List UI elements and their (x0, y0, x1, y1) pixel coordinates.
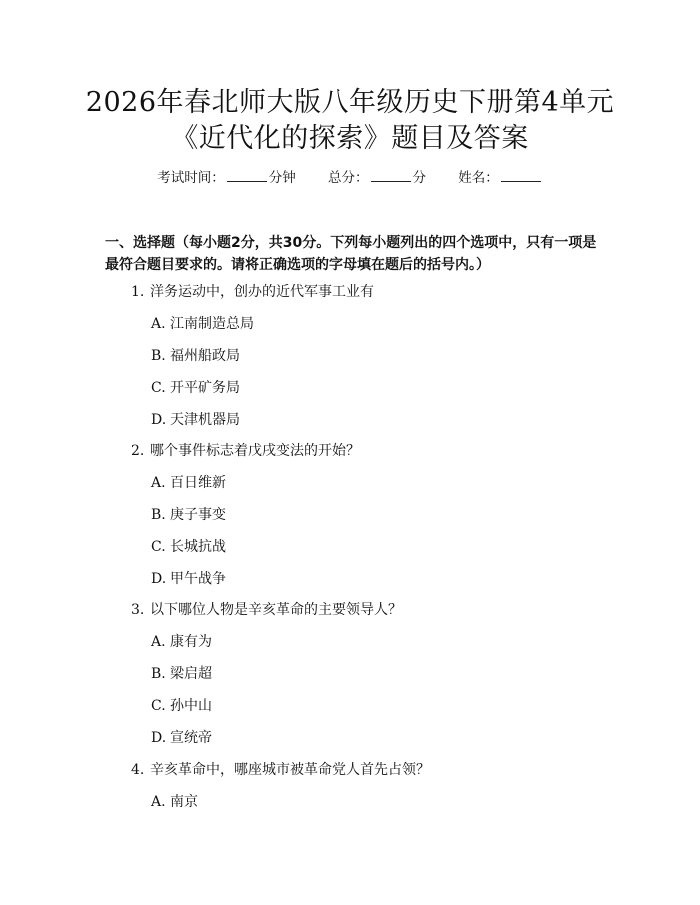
option-letter: A. (151, 475, 166, 491)
option-letter: B. (151, 348, 166, 364)
section-heading-line2: 最符合题目要求的。请将正确选项的字母填在题后的括号内。） (105, 257, 490, 273)
option-text: 江南制造总局 (170, 316, 254, 332)
question-2 (131, 441, 360, 461)
question-text: 哪个事件标志着戊戌变法的开始？ (150, 443, 360, 459)
document-title-line2: 《近代化的探索》题目及答案 (171, 123, 529, 154)
exam-time-unit: 分钟 (268, 170, 296, 186)
question-number: 2. (131, 443, 145, 459)
option-text: 长城抗战 (170, 539, 226, 555)
document-title-line1: 2026年春北师大版八年级历史下册第4单元 (85, 87, 615, 118)
option-text: 百日维新 (170, 475, 226, 491)
question-text: 以下哪位人物是辛亥革命的主要领导人？ (150, 602, 402, 618)
total-score-label: 总分： (328, 170, 369, 186)
option-text: 宣统帝 (170, 730, 212, 746)
question-number: 4. (131, 762, 145, 778)
question-text: 洋务运动中，创办的近代军事工业有 (150, 284, 374, 300)
student-name-label: 姓名： (458, 170, 499, 186)
exam-time-blank (227, 169, 267, 182)
option-letter: C. (151, 539, 166, 555)
q1-option-c (151, 378, 240, 398)
q1-option-b (151, 346, 240, 366)
q3-option-b (151, 664, 212, 684)
option-text: 福州船政局 (170, 348, 240, 364)
option-text: 庚子事变 (170, 507, 226, 523)
question-number: 3. (131, 602, 145, 618)
q2-option-b (151, 505, 226, 525)
q4-option-a (151, 792, 198, 812)
option-text: 南京 (170, 794, 198, 810)
question-number: 1. (131, 284, 145, 300)
option-letter: B. (151, 507, 166, 523)
option-letter: A. (151, 634, 166, 650)
option-letter: C. (151, 698, 166, 714)
exam-time-label: 考试时间： (157, 170, 225, 186)
q1-option-a (151, 314, 254, 334)
q2-option-d (151, 569, 226, 589)
option-text: 康有为 (170, 634, 212, 650)
q3-option-c (151, 696, 212, 716)
option-letter: D. (151, 571, 167, 587)
option-letter: A. (151, 316, 166, 332)
question-1 (131, 282, 374, 302)
option-letter: B. (151, 666, 166, 682)
option-letter: C. (151, 380, 166, 396)
option-letter: D. (151, 730, 167, 746)
q2-option-c (151, 537, 226, 557)
exam-info-row (0, 168, 700, 188)
option-text: 梁启超 (170, 666, 212, 682)
option-text: 天津机器局 (170, 412, 240, 428)
student-name-blank (501, 169, 541, 182)
total-score-blank (371, 169, 411, 182)
q3-option-d (151, 728, 212, 748)
q3-option-a (151, 632, 212, 652)
total-score-unit: 分 (412, 170, 426, 186)
section-heading-line1: 一、选择题（每小题2分，共30分。下列每小题列出的四个选项中，只有一项是 (105, 235, 597, 251)
question-text: 辛亥革命中，哪座城市被革命党人首先占领？ (150, 762, 430, 778)
q1-option-d (151, 410, 240, 430)
question-3 (131, 600, 402, 620)
option-text: 孙中山 (170, 698, 212, 714)
total-score-field (328, 170, 426, 186)
option-text: 开平矿务局 (170, 380, 240, 396)
option-text: 甲午战争 (170, 571, 226, 587)
exam-time-field (157, 170, 296, 186)
question-4 (131, 760, 430, 780)
q2-option-a (151, 473, 226, 493)
student-name-field (458, 170, 543, 186)
option-letter: D. (151, 412, 167, 428)
option-letter: A. (151, 794, 166, 810)
section-heading (105, 232, 605, 276)
